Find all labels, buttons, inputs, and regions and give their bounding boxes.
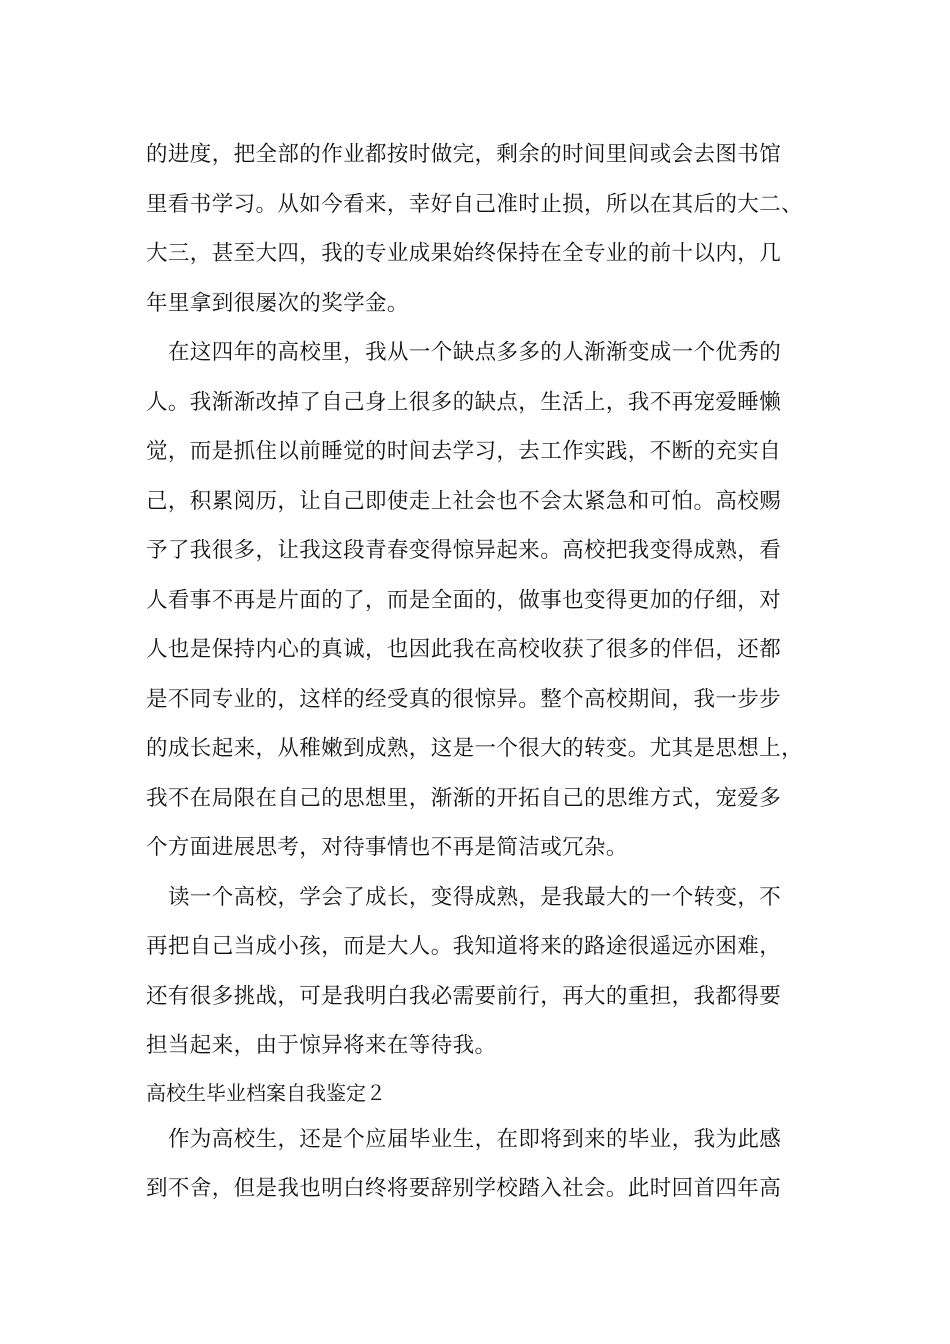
text-line: 己，积累阅历，让自己即使走上社会也不会太紧急和可怕。高校赐 xyxy=(146,488,782,514)
text-line: 大三，甚至大四，我的专业成果始终保持在全专业的前十以内，几 xyxy=(146,241,782,266)
paragraph xyxy=(146,328,818,873)
paragraph xyxy=(146,130,818,328)
document-body xyxy=(146,130,818,1214)
text-line: 我不在局限在自己的思想里，渐渐的开拓自己的思维方式，宠爱多 xyxy=(146,785,782,811)
text-line: 年里拿到很屡次的奖学金。 xyxy=(146,290,409,316)
text-line: 作为高校生，还是个应届毕业生，在即将到来的毕业，我为此感 xyxy=(168,1126,782,1152)
text-line: 到不舍，但是我也明白终将要辞别学校踏入社会。此时回首四年高 xyxy=(146,1176,782,1201)
text-line: 予了我很多，让我这段青春变得惊异起来。高校把我变得成熟，看 xyxy=(146,538,782,563)
section-heading: 高校生毕业档案自我鉴定２ xyxy=(146,1080,386,1105)
text-line: 个方面进展思考，对待事情也不再是简洁或冗杂。 xyxy=(146,835,628,860)
text-line: 是不同专业的，这样的经受真的很惊异。整个高校期间，我一步步 xyxy=(146,686,782,712)
text-line: 担当起来，由于惊异将来在等待我。 xyxy=(146,1033,497,1058)
text-line: 人看事不再是片面的了，而是全面的，做事也变得更加的仔细，对 xyxy=(146,587,782,613)
text-line: 再把自己当成小孩，而是大人。我知道将来的路途很遥远亦困难， xyxy=(146,934,782,959)
text-line: 读一个高校，学会了成长，变得成熟，是我最大的一个转变，不 xyxy=(168,884,782,910)
text-line: 觉，而是抓住以前睡觉的时间去学习，去工作实践，不断的充实自 xyxy=(146,439,782,464)
text-line: 的成长起来，从稚嫩到成熟，这是一个很大的转变。尤其是思想上， xyxy=(146,736,804,761)
text-line: 人也是保持内心的真诚，也因此我在高校收获了很多的伴侣，还都 xyxy=(146,637,782,662)
paragraph xyxy=(146,873,818,1071)
text-line: 还有很多挑战，可是我明白我必需要前行，再大的重担，我都得要 xyxy=(146,983,782,1009)
text-line: 的进度，把全部的作业都按时做完，剩余的时间里间或会去图书馆 xyxy=(146,142,782,167)
text-line: 里看书学习。从如今看来，幸好自己准时止损，所以在其后的大二、 xyxy=(146,191,804,217)
paragraph xyxy=(146,1115,818,1214)
text-line: 人。我渐渐改掉了自己身上很多的缺点，生活上，我不再宠爱睡懒 xyxy=(146,389,782,415)
text-line: 在这四年的高校里，我从一个缺点多多的人渐渐变成一个优秀的 xyxy=(168,340,782,365)
